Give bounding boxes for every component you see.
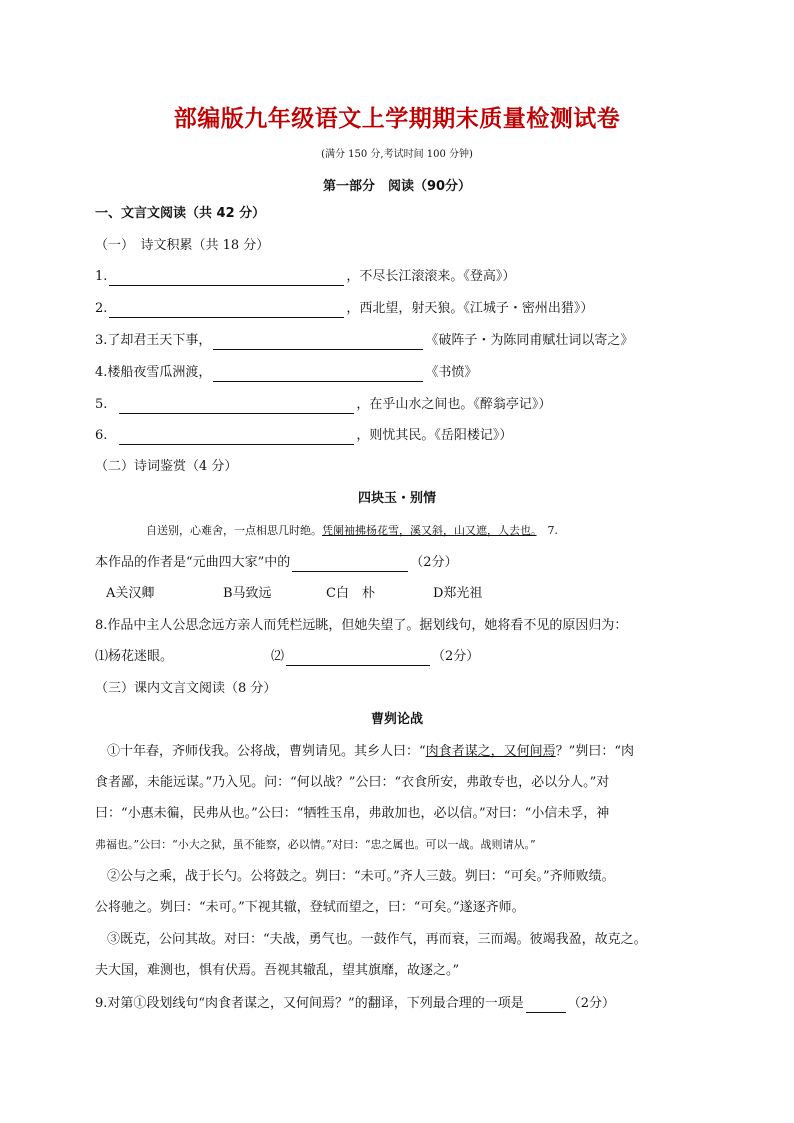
- item-prefix: 3.了却君王天下事，: [95, 333, 212, 348]
- q9-text: 9.对第①段划线句“肉食者谋之，又何间焉？”的翻译，下列最合理的一项是: [95, 996, 524, 1011]
- question-9: [95, 995, 615, 1013]
- answer-blank[interactable]: [286, 651, 430, 666]
- option-a[interactable]: A关汉卿: [106, 586, 155, 601]
- item-prefix: 4.楼船夜雪瓜洲渡，: [95, 365, 212, 380]
- answer-blank[interactable]: [292, 557, 408, 572]
- fill-item-4: [95, 364, 477, 382]
- answer-blank[interactable]: [526, 998, 566, 1013]
- q9-score: （2分）: [567, 996, 615, 1011]
- q8-answers: [95, 648, 479, 666]
- question-7: [95, 554, 458, 572]
- poem-underlined: 凭阑袖拂杨花雪，溪又斜，山又遮，人去也。: [322, 524, 537, 537]
- passage-line: 公将驰之。刿曰：“未可。”下视其辙，登轼而望之，曰：“可矣。”遂逐齐师。: [95, 900, 525, 915]
- answer-blank[interactable]: [109, 303, 344, 318]
- answer-blank[interactable]: [119, 430, 354, 445]
- poem-title: 四块玉・别情: [357, 491, 436, 506]
- passage-text: ①十年春，齐师伐我。公将战，曹刿请见。其乡人曰：“: [107, 744, 426, 759]
- answer-blank[interactable]: [119, 399, 354, 414]
- fill-item-1: [95, 268, 515, 286]
- passage-underlined: 肉食者谋之，又何间焉: [425, 744, 556, 759]
- item-number: 6.: [95, 428, 108, 443]
- passage-line: 食者鄙，未能远谋。”乃入见。问：“何以战？”公曰：“衣食所安，弗敢专也，必以分人。”对: [95, 775, 610, 790]
- item-text: 《书愤》: [425, 365, 478, 380]
- passage-line: ②公与之乘，战于长勺。公将鼓之。刿曰：“未可。”齐人三鼓。刿曰：“可矣。”齐师败绩。: [107, 869, 615, 884]
- item-text: ，西北望，射天狼。《江城子・密州出猎》）: [346, 301, 594, 316]
- subsection-heading-3: （三）课内文言文阅读（8 分）: [95, 681, 277, 696]
- passage-line: 曰：“小惠未徧，民弗从也。”公曰：“牺牲玉帛，弗敢加也，必以信。”对曰：“小信未孚，神: [95, 806, 610, 821]
- fill-item-6: [95, 427, 512, 445]
- subsection-heading-2: （二）诗词鉴赏（4 分）: [95, 459, 238, 474]
- passage-line: 弗福也。”公曰：“小大之狱，虽不能察，必以情。”对曰：“忠之属也。可以一战。战则请从。”: [95, 838, 536, 851]
- text-title: 曹刿论战: [370, 712, 423, 727]
- item-text: ，在乎山水之间也。《醉翁亭记》）: [356, 397, 552, 412]
- passage-line: 夫大国，难测也，惧有伏焉。吾视其辙乱，望其旗靡，故逐之。”: [95, 963, 460, 978]
- q8-answer-1: ⑴杨花迷眼。: [95, 649, 174, 664]
- option-c[interactable]: C白 朴: [326, 586, 375, 601]
- question-8: 8.作品中主人公思念远方亲人而凭栏远眺，但她失望了。据划线句，她将看不见的原因归为：: [95, 618, 628, 633]
- subsection-heading-1: （一） 诗文积累（共 18 分）: [95, 238, 270, 253]
- exam-subtitle: (满分 150 分,考试时间 100 分钟): [321, 149, 473, 160]
- q7-options: [106, 585, 482, 603]
- answer-blank[interactable]: [109, 271, 344, 286]
- q8-answer-2-label: ⑵: [271, 649, 285, 664]
- q8-score: （2分）: [432, 649, 480, 664]
- passage-line: [107, 743, 634, 761]
- passage-text: ？”刿曰：“肉: [555, 744, 634, 759]
- fill-item-5: [95, 396, 551, 414]
- option-b[interactable]: B马致远: [223, 586, 272, 601]
- poem-text: [146, 522, 558, 540]
- option-d[interactable]: D郑光祖: [433, 586, 483, 601]
- answer-blank[interactable]: [213, 367, 423, 382]
- fill-item-2: [95, 300, 593, 318]
- q7-score: （2分）: [410, 555, 458, 570]
- item-text: 《破阵子・为陈同甫赋壮词以寄之》: [425, 333, 634, 348]
- item-number: 2.: [95, 301, 108, 316]
- answer-blank[interactable]: [213, 335, 423, 350]
- poem-after: 7.: [536, 524, 558, 537]
- fill-item-3: [95, 332, 633, 350]
- item-number: 5.: [95, 397, 108, 412]
- part-title: 第一部分 阅读（90分）: [322, 179, 472, 194]
- item-text: ，不尽长江滚滚来。《登高》）: [346, 269, 516, 284]
- item-number: 1.: [95, 269, 108, 284]
- poem-plain: 自送别，心难舍，一点相思几时绝。: [146, 524, 322, 537]
- q7-text: 本作品的作者是“元曲四大家”中的: [95, 555, 291, 570]
- passage-line: ③既克，公问其故。对曰：“夫战，勇气也。一鼓作气，再而衰，三而竭。彼竭我盈，故克之。: [107, 932, 647, 947]
- section-heading: 一、文言文阅读（共 42 分）: [95, 206, 266, 221]
- item-text: ，则忧其民。《岳阳楼记》）: [356, 428, 513, 443]
- exam-title: 部编版九年级语文上学期期末质量检测试卷: [173, 106, 621, 132]
